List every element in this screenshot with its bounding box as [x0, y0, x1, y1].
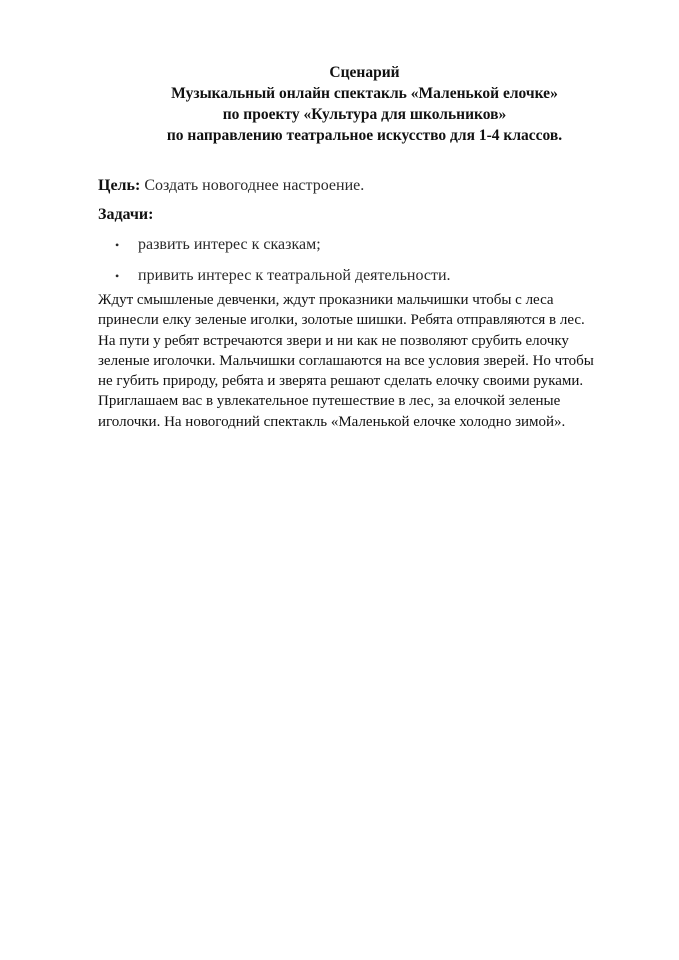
- paragraph-line: На пути у ребят встречаются звери и ни как не позволяют срубить елочку: [98, 332, 569, 349]
- goal-line: [98, 176, 364, 196]
- paragraph-line: зеленые иголочки. Мальчишки соглашаются на все условия зверей. Но чтобы: [98, 352, 594, 369]
- paragraph-line: принесли елку зеленые иголки, золотые шишки. Ребята отправляются в лес.: [98, 312, 585, 329]
- description-paragraph: [98, 290, 638, 432]
- goal-text: Создать новогоднее настроение.: [144, 177, 365, 194]
- title-line: по проекту «Культура для школьников»: [222, 106, 507, 123]
- task-text: привить интерес к театральной деятельности.: [138, 267, 451, 284]
- paragraph-line: Ждут смышленые девченки, ждут проказники мальчишки чтобы с леса: [98, 292, 554, 308]
- bullet-icon: •: [115, 269, 120, 283]
- title-line: Музыкальный онлайн спектакль «Маленькой елочке»: [171, 85, 558, 102]
- tasks-heading: Задачи:: [98, 206, 154, 223]
- title-line: по направлению театральное искусство для 1-4 классов.: [166, 127, 563, 144]
- list-item: [115, 235, 451, 255]
- goal-label: Цель:: [98, 177, 141, 194]
- tasks-list: [115, 235, 451, 297]
- bullet-icon: •: [115, 238, 120, 252]
- task-text: развить интерес к сказкам;: [138, 236, 321, 253]
- list-item: [115, 266, 451, 286]
- title-line: Сценарий: [329, 64, 400, 81]
- paragraph-line: не губить природу, ребята и зверята решают сделать елочку своими руками.: [98, 373, 584, 390]
- document-title: [0, 62, 679, 146]
- paragraph-line: Приглашаем вас в увлекательное путешествие в лес, за елочкой зеленые: [98, 393, 561, 410]
- paragraph-line: иголочки. На новогодний спектакль «Маленькой елочке холодно зимой».: [98, 413, 566, 430]
